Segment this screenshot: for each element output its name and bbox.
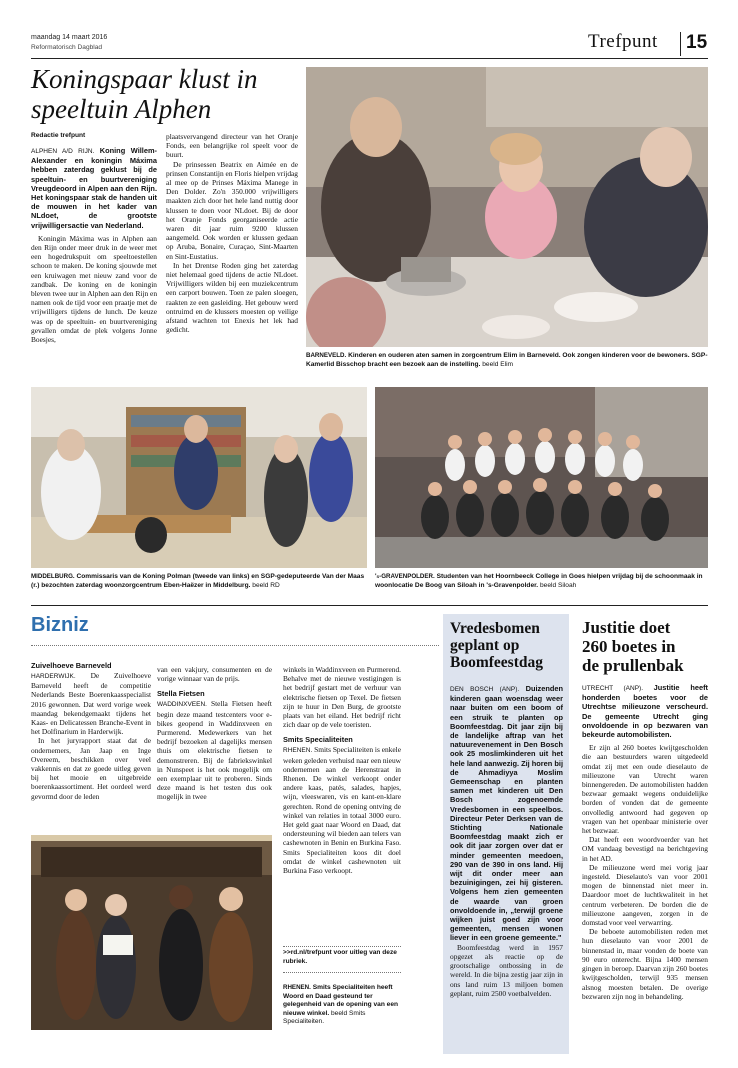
caption-middelburg-loc: MIDDELBURG. [31,573,75,580]
caption-barneveld [306,352,708,369]
caption-rhenen-loc: RHENEN. [283,984,311,991]
main-col2-p2: De prinsessen Beatrix en Aimée en de prinsen Constantijn en Floris hielpen vrijdag al mee op de Prinses Máxima Manege in Den Dolder. Zo'n 350.000 vrijwilligers maakten zich door het hele land nuttig door klussen te doen voor NLdoet. Bij de door het Oranje Fonds georganiseerde actie waren dit jaar ruim 9200 klussen aangemeld. Ook worden er klussen gedaan op Aruba, Bonaire, Curaçao, Sint-Maarten en Sint-Eustatius. [166,159,298,261]
header-date: maandag 14 maart 2016 [31,34,108,41]
main-headline-line1: Koningspaar klust in [31,64,258,94]
vredesbomen-dateline: DEN BOSCH (ANP). [450,686,520,693]
justitie-headline [582,618,710,675]
header-separator [680,32,681,56]
header-paper: Reformatorisch Dagblad [31,44,103,51]
bizniz-s3-p1: Smits Specialiteiten is enkele weken geleden verhuisd naar een nieuw ondernemen aan de Herenstraat in Rhenen. De winkel verkoopt onder andere kaas, patés, salades, hapjes, wijn, vleeswaren, vis en kant-en-klare gerechten. Rond de opening ontving de winkel van relaties in totaal 3000 euro. Het geld gaat naar Woord en Daad, dat ondersteuning wil bieden aan telers van cashewnoten in Benin en Burkina Faso. Smits Specialiteiten koos dit doel omdat de winkel cashewnoten uit Burkina Faso verkoopt. [283,745,401,876]
bizniz-footer: >>rd.nl/trefpunt voor uitleg van deze rubriek. [283,949,397,965]
vredesbomen-body [450,684,563,998]
justitie-body [582,683,708,1001]
caption-rhenen [283,984,401,1027]
caption-barneveld-loc: BARNEVELD. [306,352,347,359]
caption-gravenpolder-text: Studenten van het Hoornbeeck College in Goes hielpen vrijdag bij de schoonmaak in woonlocatie De Boog van Siloah in 's-Gravenpolder. [375,573,703,589]
bizniz-s1-dateline: HARDERWIJK. [31,673,76,680]
main-col2-p3: In het Drentse Roden ging het zaterdag niet helemaal goed tijdens de actie NLdoet. Vrijwilligers wilden bij een muziekcentrum een carport bouwen. Toen ze palen sloegen, raakten ze een gasleiding. Het gebouw werd ontruimd en de klussers moesten op veilige afstand wachten tot Enexis het lek had gedicht. [166,260,298,335]
justitie-dateline: UTRECHT (ANP). [582,685,644,692]
main-byline: Redactie trefpunt [31,132,86,139]
justitie-p3: Dat heeft een woordvoerder van het OM vandaag bevestigd na berichtgeving in het AD. [582,835,708,863]
bizniz-footer-rule [283,946,401,947]
vredesbomen-p2: Boomfeestdag werd in 1957 opgezet als reactie op de grootschalige ontbossing in de wereld. In die bijna zestig jaar zijn in ons land ruim 13 miljoen bomen geplant, ruim 2500 voetbalvelden. [450,942,563,998]
caption-gravenpolder-credit: beeld Siloah [540,581,577,589]
bizniz-footer-rule-2 [283,972,401,973]
bizniz-col2 [157,665,272,802]
main-article-col2 [166,132,298,334]
main-dateline: ALPHEN A/D RIJN. [31,148,95,155]
main-lead: Koning Willem-Alexander en koningin Máxima hebben zaterdag geklust bij de speeltuin- en buurtvereniging Vreugdeoord in Alpen aan den Rijn. Het koningspaar stak de handen uit de mouwen in het kader van NLdoet, de grootste vrijwilligersactie van Nederland. [31,146,157,230]
photo-gravenpolder [375,387,708,568]
bizniz-s1-p1: De Zuivelhoeve Barneveld heeft de competitie Nederlands Beste Boerenkaasspecialist 2016 gewonnen. Dat werd vorige week maandag bekendgemaakt tijdens het Kaas- en Delicatessen Branche-Event in het Dolfinarium in Harderwijk. [31,671,151,737]
main-headline-line2: speeltuin Alphen [31,94,212,124]
caption-middelburg-credit: beeld RD [252,581,280,589]
caption-barneveld-credit: beeld Elim [482,360,514,368]
bizniz-title: Bizniz [31,614,89,636]
justitie-lead: Justitie heeft honderden boetes voor de Utrechtse milieuzone verscheurd. De gemeente Utrecht ging onvoldoende in op bezwaren van bekeurde automobilisten. [582,683,708,740]
main-article-col1 [31,146,157,344]
bizniz-s3-head: Smits Specialiteiten [283,735,353,745]
justitie-headline-line3: de prullenbak [582,656,684,675]
vredesbomen-headline-line2: geplant op [450,637,520,654]
caption-rhenen-credit: beeld Smits Specialiteiten. [283,1009,366,1026]
caption-gravenpolder [375,573,708,590]
bizniz-title-rule [31,645,439,646]
caption-gravenpolder-loc: 's-GRAVENPOLDER. [375,573,435,580]
bizniz-s2-head: Stella Fietsen [157,689,205,699]
bizniz-s2-cont: winkels in Waddinxveen en Purmerend. Behalve met de nieuwe vestigingen is het bedrijf gestart met de verhuur van elektrische fietsen op Texel. De fietsen zijn te huur in Den Burg, de grootste plaats van het eiland. Het bedrijf richt zich daar op de vele toeristen. [283,665,401,730]
vredesbomen-headline-line3: Boomfeestdag [450,654,543,671]
section-divider [31,605,708,606]
header-rule [31,58,708,59]
photo-middelburg [31,387,367,568]
bizniz-col1 [31,661,151,801]
justitie-p4: De milieuzone werd mei vorig jaar ingesteld. Dieselauto's van voor 2001 mogen de binnenstad niet meer in. Daardoor moet de luchtkwaliteit in het centrum verbeteren. De borden die de milieuzone aangeven, zorgen in de domstad voor veel verwarring. [582,862,708,928]
justitie-p5: De beboete automobilisten reden met hun dieselauto van voor 2001 de binnenstad in, maar vonden de boete van 90 euro onterecht. Bijna 1400 mensen gingen in beroep. Daarvan zijn 260 boetes kwijtgescholden, terwijl 935 mensen alsnog moesten betalen. De overige bezwaren zijn nog in behandeling. [582,927,708,1001]
caption-middelburg [31,573,367,590]
bizniz-s1-cont: van een vakjury, consumenten en de vorige winnaar van de prijs. [157,665,272,684]
bizniz-s2-p1: Stella Fietsen heeft begin deze maand testcenters voor e-bikes geopend in Waddinxveen en Purmerend. Medewerkers van het bedrijf bezoeken al dagelijks mensen thuis om elektrische fietsen te demonstreren. Bij de fabriekswinkel in Nunspeet is het ook mogelijk om een exemplaar uit te proberen. Sinds deze maand is het testen dus ook mogelijk in twee [157,699,272,802]
bizniz-s1-head: Zuivelhoeve Barneveld [31,661,112,670]
justitie-p2: Er zijn al 260 boetes kwijtgescholden die aan bestuurders waren uitgedeeld omdat zij met een oude dieselauto de milieuzone van Utrecht waren binnengereden. De automobilisten hadden bezwaar gemaakt wegens onduidelijke borden of vonden dat de gemeente onvolledig antwoord had gegeven op vragen van het openbaar ministerie over het bezwaar. [582,743,708,836]
bizniz-col3 [283,665,401,875]
bizniz-s3-dateline: RHENEN. [283,747,313,755]
caption-rhenen-text: Smits Specialiteiten heeft Woord en Daad gesteund ter gelegenheid van de opening van een nieuwe winkel. [283,984,399,1017]
vredesbomen-headline [450,620,568,671]
justitie-headline-line1: Justitie doet [582,618,671,637]
vredesbomen-headline-line1: Vredesbomen [450,620,540,637]
main-headline [31,64,301,124]
justitie-headline-line2: 260 boetes in [582,637,676,656]
photo-rhenen [31,835,272,1030]
main-col2-p1: plaatsvervangend directeur van het Oranje Fonds, een belangrijke rol speelt voor de buurt. [166,132,298,160]
photo-barneveld [306,67,708,347]
main-col1-p2: Koningin Máxima was in Alphen aan den Rijn onder meer druk in de weer met een hogedrukspuit om speeltoestellen schoon te maken. De koning sjouwde met een kruiwagen met nieuw zand voor de zandbak. De koning en de koningin bleven twee uur in Alphen aan den Rijn en namen ook de tijd voor een praatje met de vrijwilligers tijdens de lunch. De keuze was op de speeltuin- en buurtvereniging gevallen omdat de plek volgens Jonne Boesjes, [31,233,158,345]
page-number: 15 [686,32,708,53]
vredesbomen-lead: Duizenden kinderen gaan woensdag weer naar buiten om een boom of een struik te planten op Boomfeestdag. Dit jaar zijn bij de landelijke aftrap van het natuurevenement in Den Bosch ook 25 moslimkinderen uit het hele land aanwezig. Zij horen bij de Ahmadiyya Moslim Gemeenschap en planten samen met kinderen uit Den Bosch zogenoemde Vredesbomen in een speelbos. Directeur Peter Derksen van de Stichting Nationale Boomfeestdag maakt zich er ook dit jaar zorgen over dat er minder gemeenten meedoen, 290 van de 390 in ons land. Hij wijt dit onder meer aan bezuinigingen, zei hij gisteren. Volgens hem zien gemeenten de waarde van groen onvoldoende in, „terwijl groene wijken juist goed zijn voor gemeenten, mensen wonen liever in een groene gemeente." [450,684,563,943]
bizniz-s2-dateline: WADDINXVEEN. [157,701,207,709]
caption-middelburg-text: Commissaris van de Koning Polman (tweede van links) en SGP-gedeputeerde Van der Maas (r.) bezochten zaterdag woonzorgcentrum Eben-Haëzer in Middelburg. [31,573,365,589]
section-title: Trefpunt [588,31,658,52]
caption-barneveld-text: Kinderen en ouderen aten samen in zorgcentrum Elim in Barneveld. Ook zongen kinderen voor de bewoners. SGP-Kamerlid Bisschop bracht een bezoek aan de instelling. [306,352,708,368]
bizniz-s1-p2: In het juryrapport staat dat de ondernemers, Jan Jaap en Inge Overeem, beschikken over veel vakkennis en dat ze goede uitleg geven bij het mooie en uitgebreide boerenkaassortiment. Het oordeel werd gevormd door de leden [31,736,151,801]
